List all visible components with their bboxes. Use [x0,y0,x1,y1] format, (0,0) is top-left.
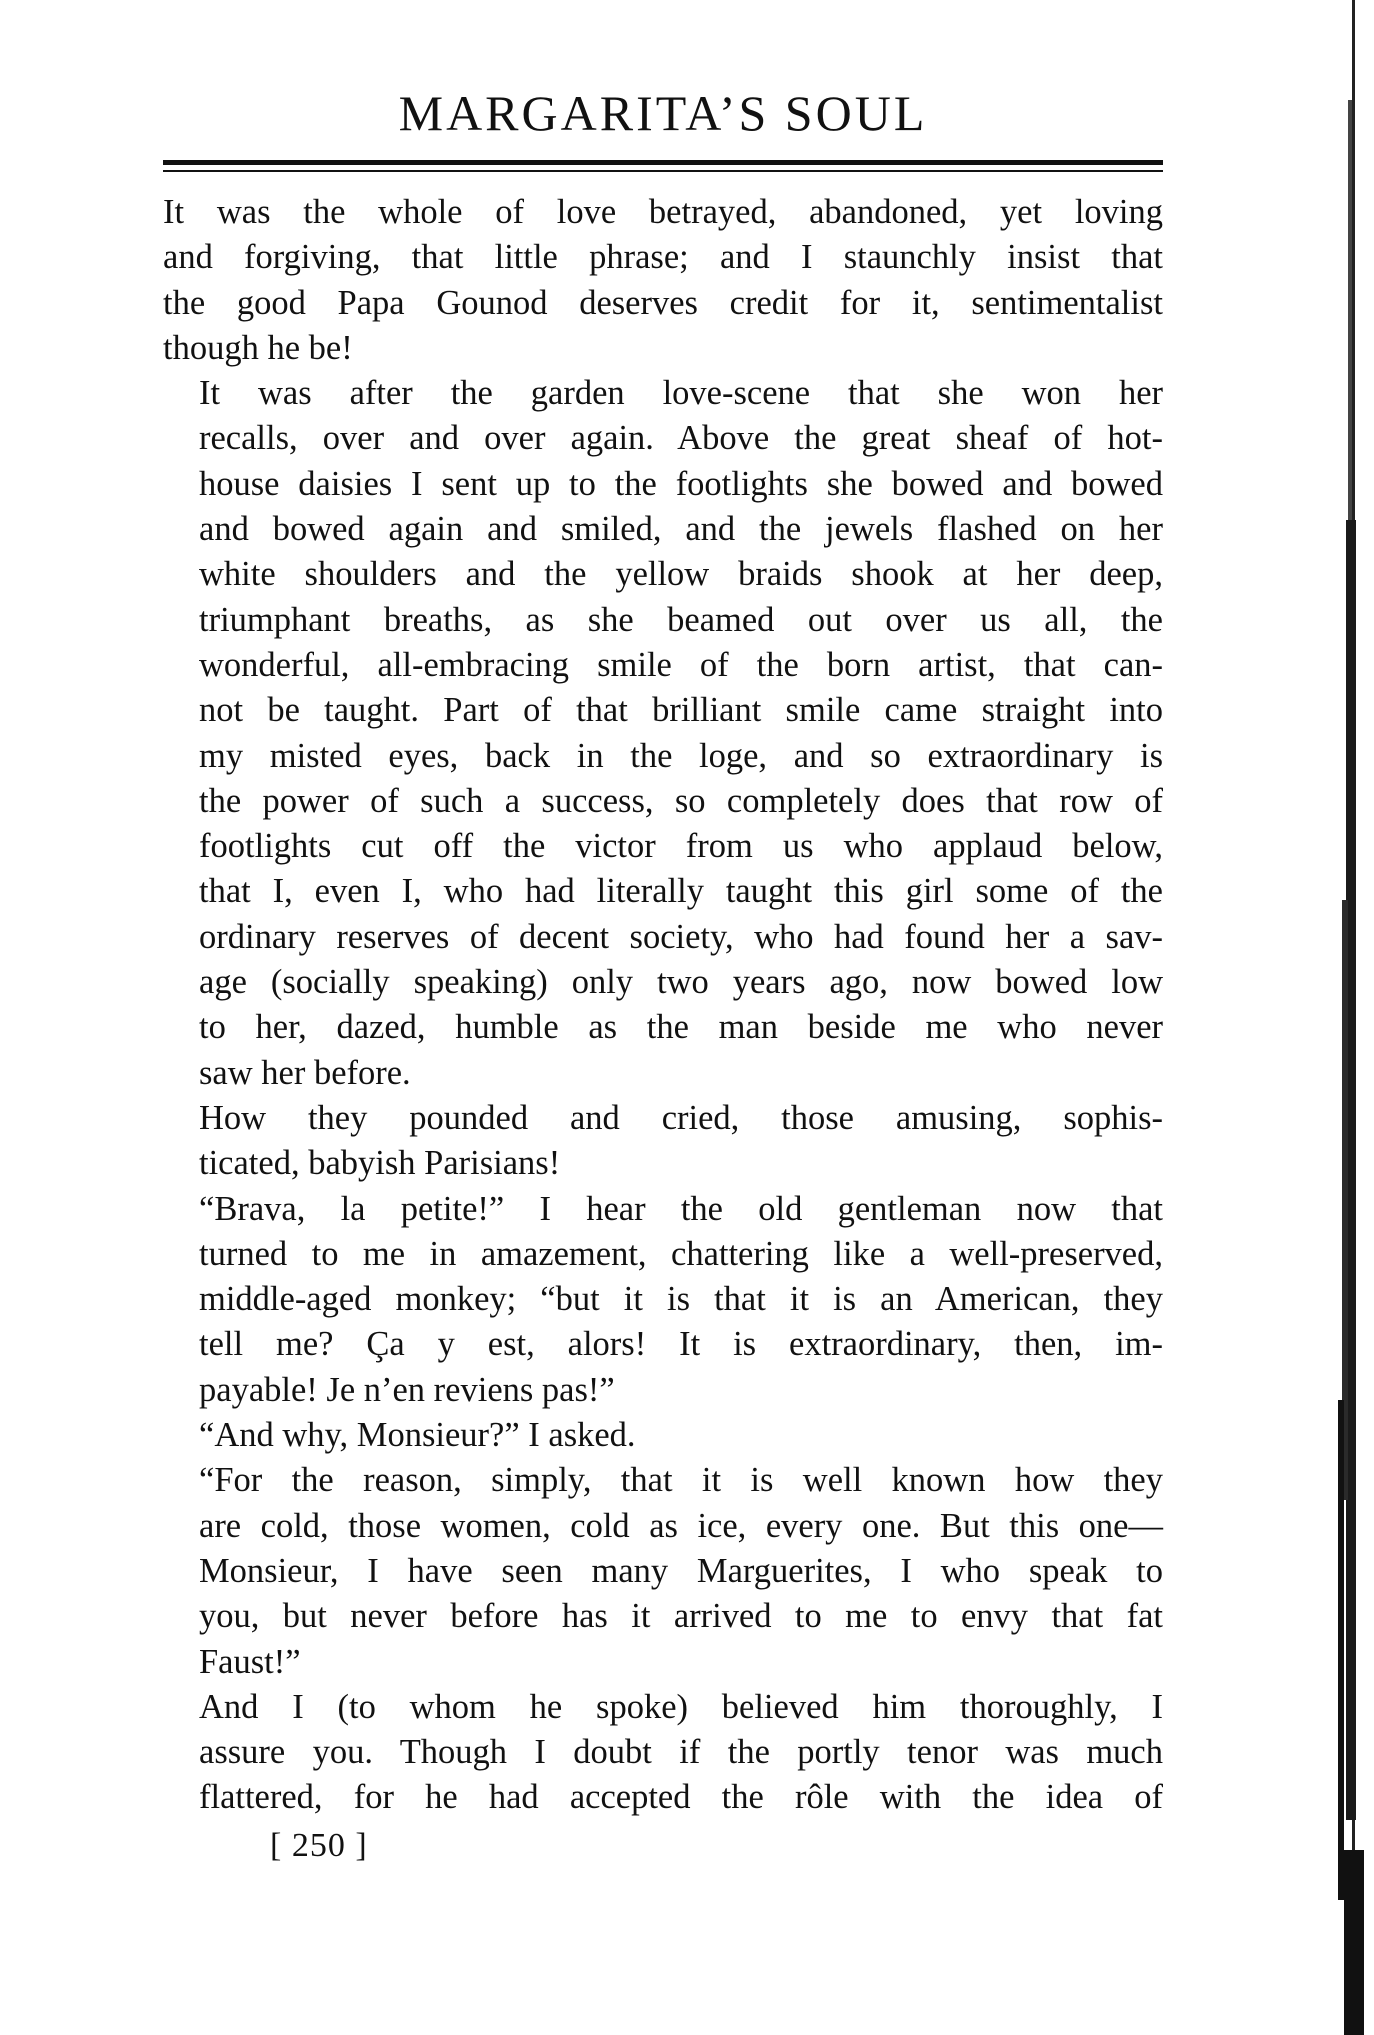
text-line: saw her before. [199,1053,411,1092]
text-line: that I, even I, who had literally taught this girl some of the [199,872,1163,911]
text-line: It was after the garden love-scene that she won her [199,374,1163,413]
page-edge-shadow [1314,0,1374,2035]
text-line: flattered, for he had accepted the rôle with the idea of [199,1778,1163,1817]
text-line: my misted eyes, back in the loge, and so extraordinary is [199,736,1163,775]
text-line: not be taught. Part of that brilliant smile came straight into [199,691,1163,730]
text-line: payable! Je n’en reviens pas!” [199,1370,615,1409]
paragraph [163,371,1163,1096]
text-line: tell me? Ça y est, alors! It is extraordinary, then, im- [199,1325,1163,1364]
text-line: “And why, Monsieur?” I asked. [199,1416,636,1455]
text-line: you, but never before has it arrived to me to envy that fat [199,1597,1163,1636]
text-line: middle-aged monkey; “but it is that it is an American, they [199,1280,1163,1319]
text-line: wonderful, all-embracing smile of the born artist, that can- [199,645,1163,684]
header-rule-thick [163,160,1163,165]
text-line: white shoulders and the yellow braids shook at her deep, [199,555,1163,594]
text-line: Faust!” [199,1642,301,1681]
text-line: the good Papa Gounod deserves credit for it, sentimentalist [163,283,1163,322]
text-line: ticated, babyish Parisians! [199,1144,561,1183]
text-line: and forgiving, that little phrase; and I staunchly insist that [163,238,1163,277]
text-line: and bowed again and smiled, and the jewels flashed on her [199,510,1163,549]
text-line: house daisies I sent up to the footlights she bowed and bowed [199,464,1163,503]
text-line: recalls, over and over again. Above the great sheaf of hot- [199,419,1163,458]
text-line: are cold, those women, cold as ice, every one. But this one— [199,1506,1163,1545]
paragraph [163,1413,1163,1458]
text-line: assure you. Though I doubt if the portly tenor was much [199,1733,1163,1772]
text-line: to her, dazed, humble as the man beside me who never [199,1008,1163,1047]
text-line: It was the whole of love betrayed, abandoned, yet loving [163,193,1163,231]
text-line: And I (to whom he spoke) believed him thoroughly, I [199,1687,1163,1726]
header-rule-thin [163,170,1163,172]
page-number: [ 250 ] [270,1827,368,1864]
body-text [163,190,1163,1821]
text-line: How they pounded and cried, those amusing, sophis- [199,1098,1163,1137]
paragraph [163,1096,1163,1187]
text-line: turned to me in amazement, chattering like a well-preserved, [199,1234,1163,1273]
running-title: MARGARITA’S SOUL [398,85,928,141]
text-line: ordinary reserves of decent society, who had found her a sav- [199,917,1163,956]
text-line: the power of such a success, so completely does that row of [199,781,1163,820]
text-line: age (socially speaking) only two years ago, now bowed low [199,963,1163,1002]
text-line: Monsieur, I have seen many Marguerites, I who speak to [199,1551,1163,1590]
text-line: “For the reason, simply, that it is well known how they [199,1461,1163,1500]
text-line: footlights cut off the victor from us who applaud below, [199,827,1163,866]
paragraph [163,190,1163,371]
text-line: triumphant breaths, as she beamed out over us all, the [199,600,1163,639]
paragraph [163,1458,1163,1684]
paragraph [163,1187,1163,1413]
text-line: though he be! [163,328,353,367]
paragraph [163,1685,1163,1821]
text-line: “Brava, la petite!” I hear the old gentleman now that [199,1189,1163,1228]
